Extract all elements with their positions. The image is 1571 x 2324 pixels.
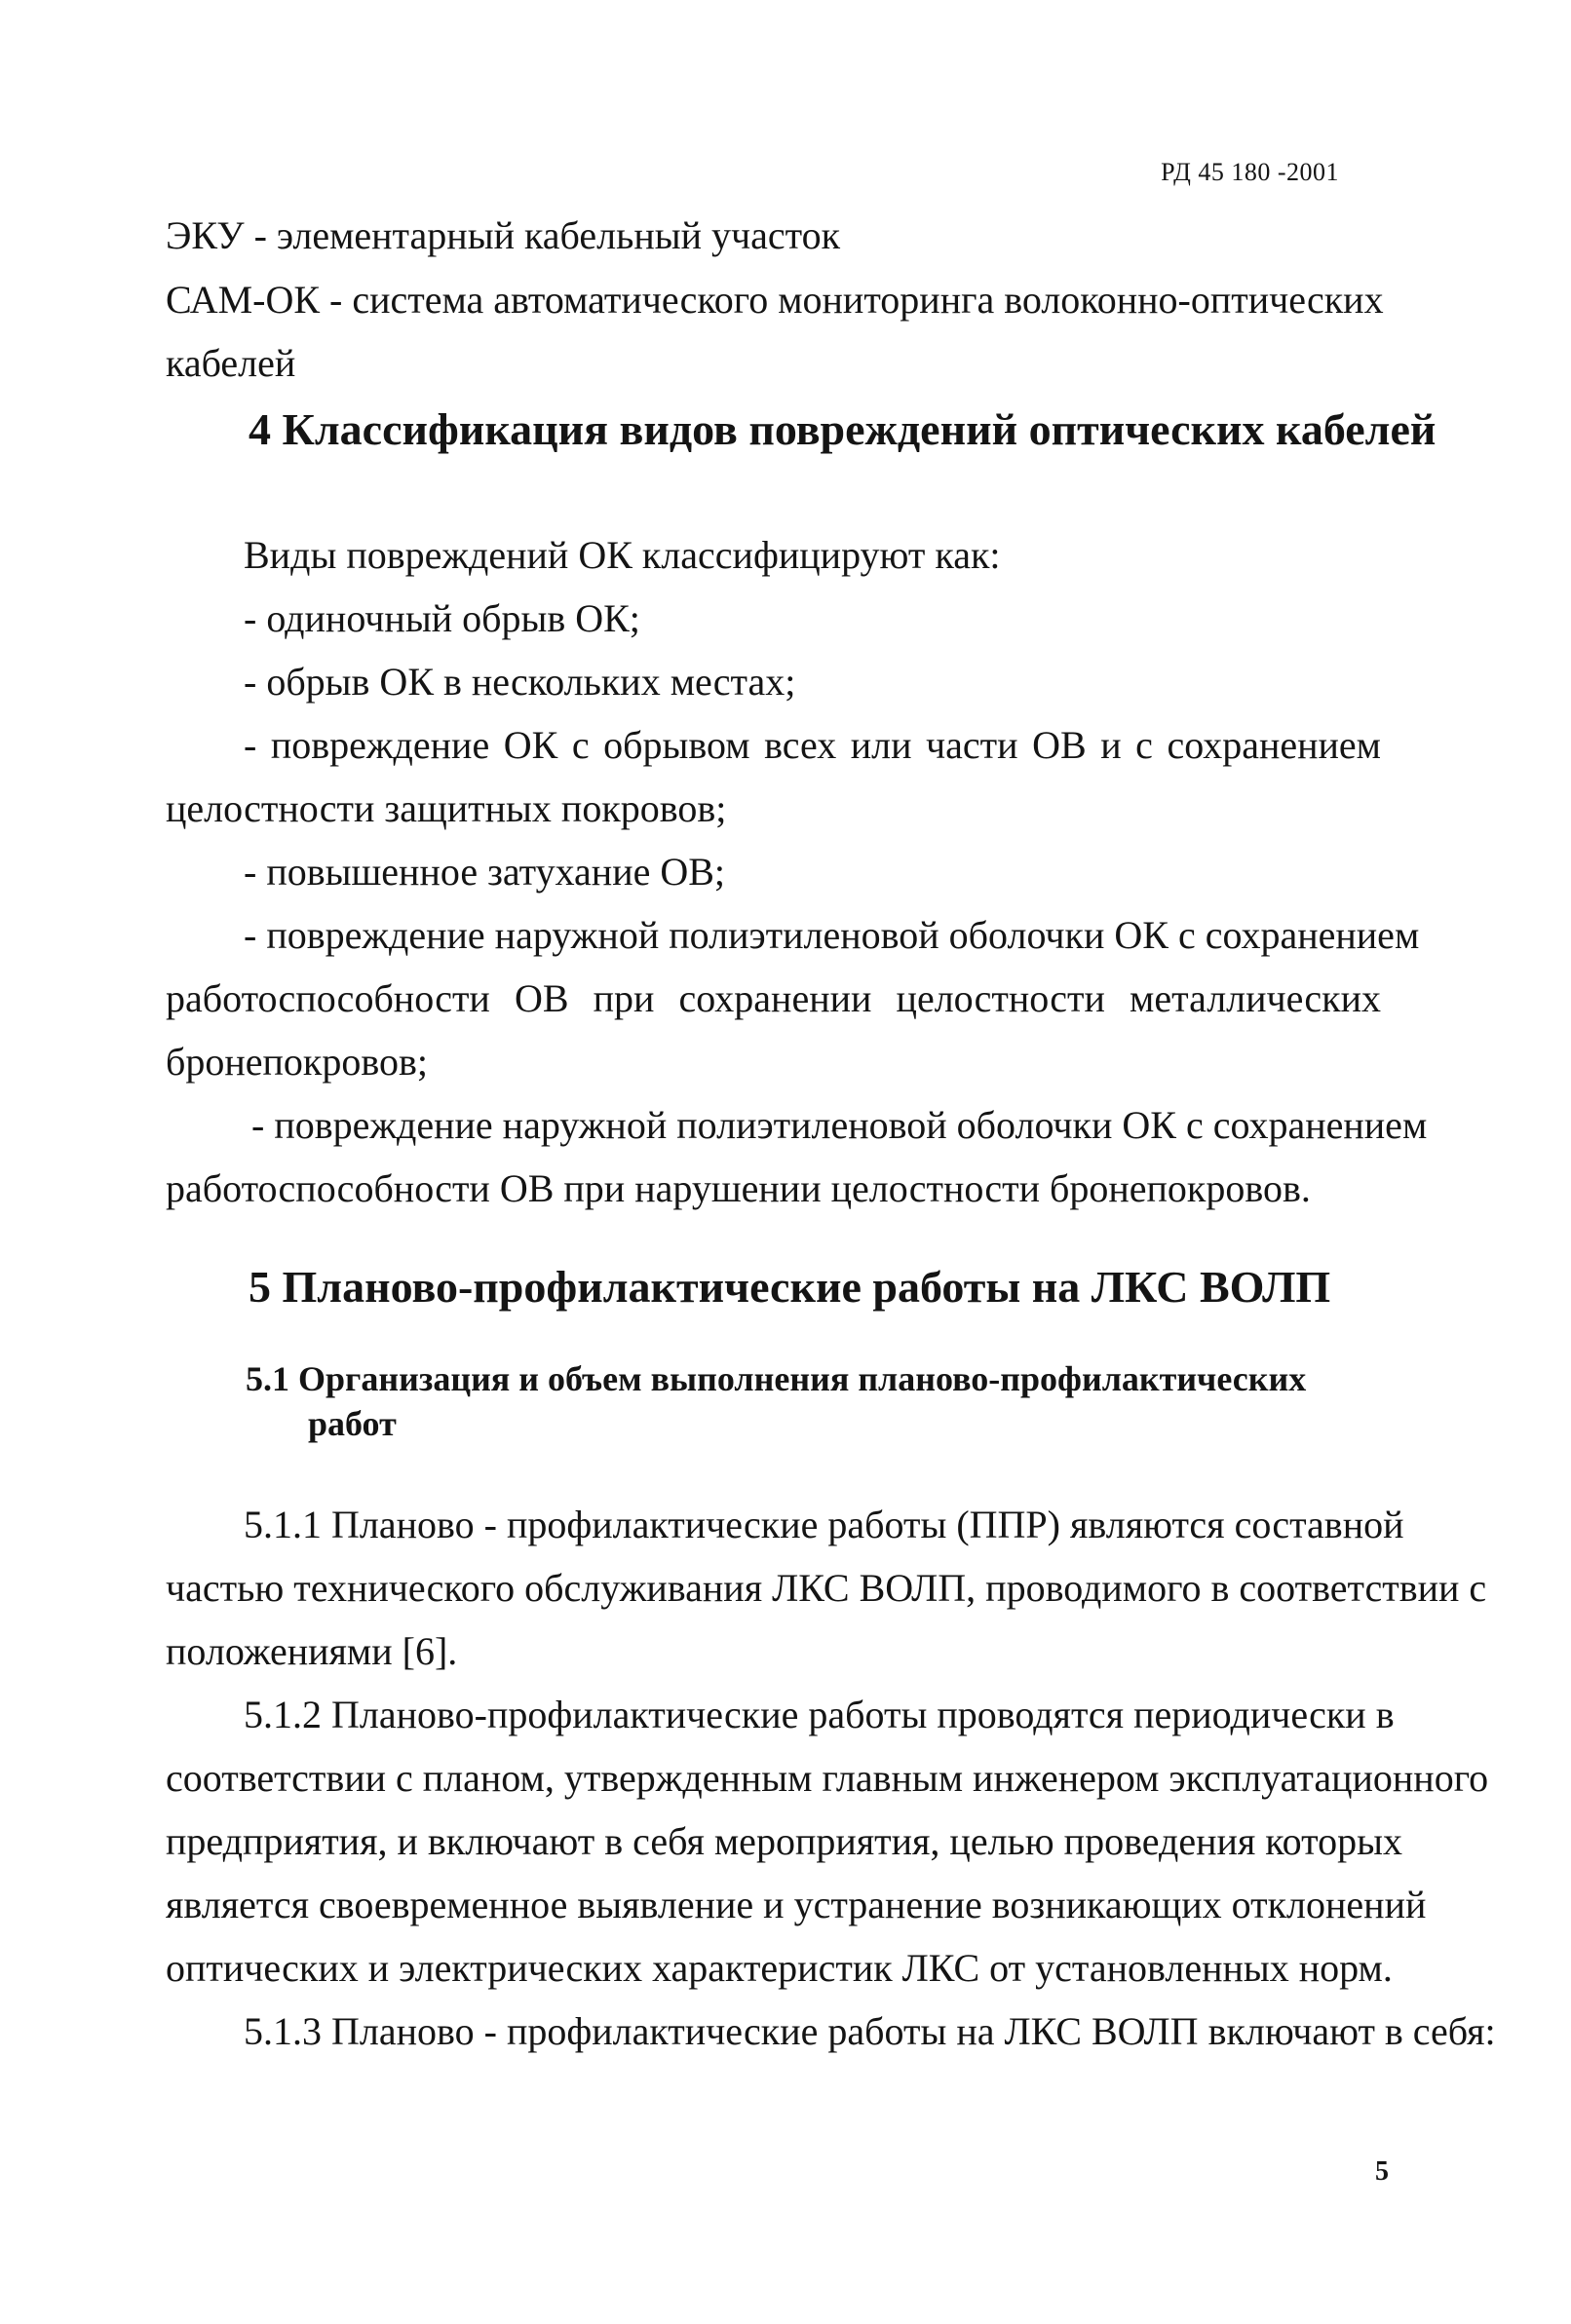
section-4-heading: 4 Классификация видов повреждений оптических кабелей [249, 404, 1437, 454]
subsection-5-1-heading: 5.1 Организация и объем выполнения планово-профилактических [246, 1359, 1307, 1398]
subsection-5-1-heading-continuation: работ [308, 1404, 397, 1443]
abbreviation-line: САМ-ОК - система автоматического мониторинга волоконно-оптических [166, 278, 1384, 322]
list-item-continuation: бронепокровов; [166, 1040, 428, 1084]
paragraph-5-1-2-line: оптических и электрических характеристик ЛКС от установленных норм. [166, 1946, 1393, 1990]
list-item-continuation: работоспособности ОВ при нарушении целостности бронепокровов. [166, 1166, 1311, 1210]
paragraph-5-1-2-line: соответствии с планом, утвержденным главным инженером эксплуатационного [166, 1756, 1489, 1800]
paragraph-5-1-1-line: частью технического обслуживания ЛКС ВОЛП, проводимого в соответствии с [166, 1566, 1487, 1610]
list-item: - повреждение наружной полиэтиленовой оболочки ОК с сохранением [251, 1103, 1428, 1147]
paragraph-5-1-3: 5.1.3 Планово - профилактические работы на ЛКС ВОЛП включают в себя: [244, 2009, 1496, 2053]
list-item: - повреждение ОК с обрывом всех или части ОВ и с сохранением [244, 723, 1381, 767]
abbreviation-line: ЭКУ - элементарный кабельный участок [166, 213, 841, 257]
document-code: РД 45 180 -2001 [1161, 158, 1339, 186]
paragraph-5-1-1-line: положениями [6]. [166, 1629, 458, 1673]
list-item: - повышенное затухание ОВ; [244, 850, 726, 894]
list-item: - одиночный обрыв ОК; [244, 596, 640, 640]
paragraph-5-1-2: 5.1.2 Планово-профилактические работы проводятся периодически в [244, 1693, 1395, 1736]
page-number: 5 [1375, 2156, 1389, 2187]
paragraph-5-1-2-line: предприятия, и включают в себя мероприятия, целью проведения которых [166, 1819, 1402, 1863]
list-item-continuation: целостности защитных покровов; [166, 786, 727, 830]
section-4-intro: Виды повреждений ОК классифицируют как: [244, 533, 1001, 577]
list-item-continuation: работоспособности ОВ при сохранении целостности металлических [166, 976, 1381, 1020]
list-item: - обрыв ОК в нескольких местах; [244, 660, 796, 704]
list-item: - повреждение наружной полиэтиленовой оболочки ОК с сохранением [244, 913, 1420, 957]
paragraph-5-1-2-line: является своевременное выявление и устранение возникающих отклонений [166, 1883, 1427, 1926]
abbreviation-line: кабелей [166, 341, 296, 385]
paragraph-5-1-1: 5.1.1 Планово - профилактические работы (ППР) являются составной [244, 1503, 1404, 1546]
section-5-heading: 5 Планово-профилактические работы на ЛКС ВОЛП [249, 1262, 1331, 1312]
